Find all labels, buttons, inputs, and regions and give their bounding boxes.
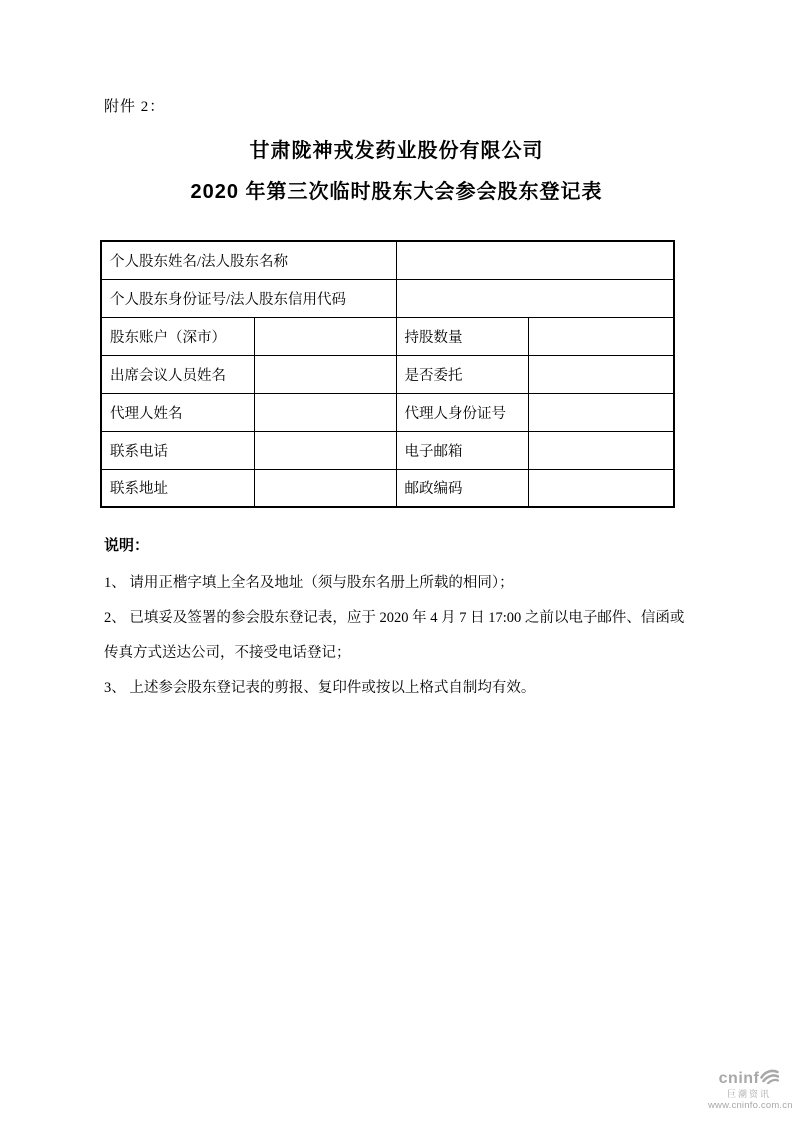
field-label: 电子邮箱 — [396, 431, 528, 469]
field-label: 股东账户（深市） — [101, 317, 254, 355]
field-label: 联系电话 — [101, 431, 254, 469]
cninfo-url: www.cninfo.com.cn — [708, 1100, 793, 1112]
cninfo-chinese-name: 巨潮资讯 — [726, 1088, 771, 1099]
field-label: 出席会议人员姓名 — [101, 355, 254, 393]
note-item-2-line-2: 传真方式送达公司，不接受电话登记； — [104, 645, 351, 661]
note-item-2-line-1: 2、 已填妥及签署的参会股东登记表，应于 2020 年 4 月 7 日 17:00 之前以电子邮件、信函或 — [104, 610, 685, 626]
field-value — [528, 469, 674, 507]
cninfo-brand-text: cninf — [718, 1069, 760, 1087]
notes-heading: 说明： — [104, 537, 150, 554]
table-row — [101, 279, 674, 317]
form-subtitle: 2020 年第三次临时股东大会参会股东登记表 — [190, 181, 603, 203]
table-row — [101, 469, 674, 507]
field-label: 代理人姓名 — [101, 393, 254, 431]
field-value — [254, 317, 396, 355]
field-value — [254, 393, 396, 431]
field-label: 联系地址 — [101, 469, 254, 507]
company-title: 甘肃陇神戎发药业股份有限公司 — [249, 140, 544, 162]
field-value — [528, 431, 674, 469]
note-item-3: 3、 上述参会股东登记表的剪报、复印件或按以上格式自制均有效。 — [104, 680, 536, 696]
cninfo-logo — [708, 1068, 793, 1112]
field-value — [528, 355, 674, 393]
field-label: 代理人身份证号 — [396, 393, 528, 431]
field-value — [396, 241, 674, 279]
field-value — [528, 393, 674, 431]
cninfo-swirl-icon — [760, 1068, 779, 1089]
notes-section — [104, 536, 710, 706]
table-row — [101, 241, 674, 279]
field-value — [396, 279, 674, 317]
field-value — [254, 469, 396, 507]
shareholder-registration-table — [100, 240, 675, 508]
field-label: 个人股东姓名/法人股东名称 — [101, 241, 396, 279]
field-value — [254, 431, 396, 469]
table-row — [101, 431, 674, 469]
field-label: 个人股东身份证号/法人股东信用代码 — [101, 279, 396, 317]
table-row — [101, 317, 674, 355]
cninfo-brand-row — [708, 1068, 790, 1089]
field-value — [254, 355, 396, 393]
attachment-label: 附件 2： — [104, 99, 166, 115]
field-value — [528, 317, 674, 355]
table-row — [101, 355, 674, 393]
table-row — [101, 393, 674, 431]
field-label: 是否委托 — [396, 355, 528, 393]
field-label: 邮政编码 — [396, 469, 528, 507]
notes-list — [104, 566, 710, 706]
field-label: 持股数量 — [396, 317, 528, 355]
note-item-1: 1、 请用正楷字填上全名及地址（须与股东名册上所载的相同）； — [104, 575, 514, 591]
